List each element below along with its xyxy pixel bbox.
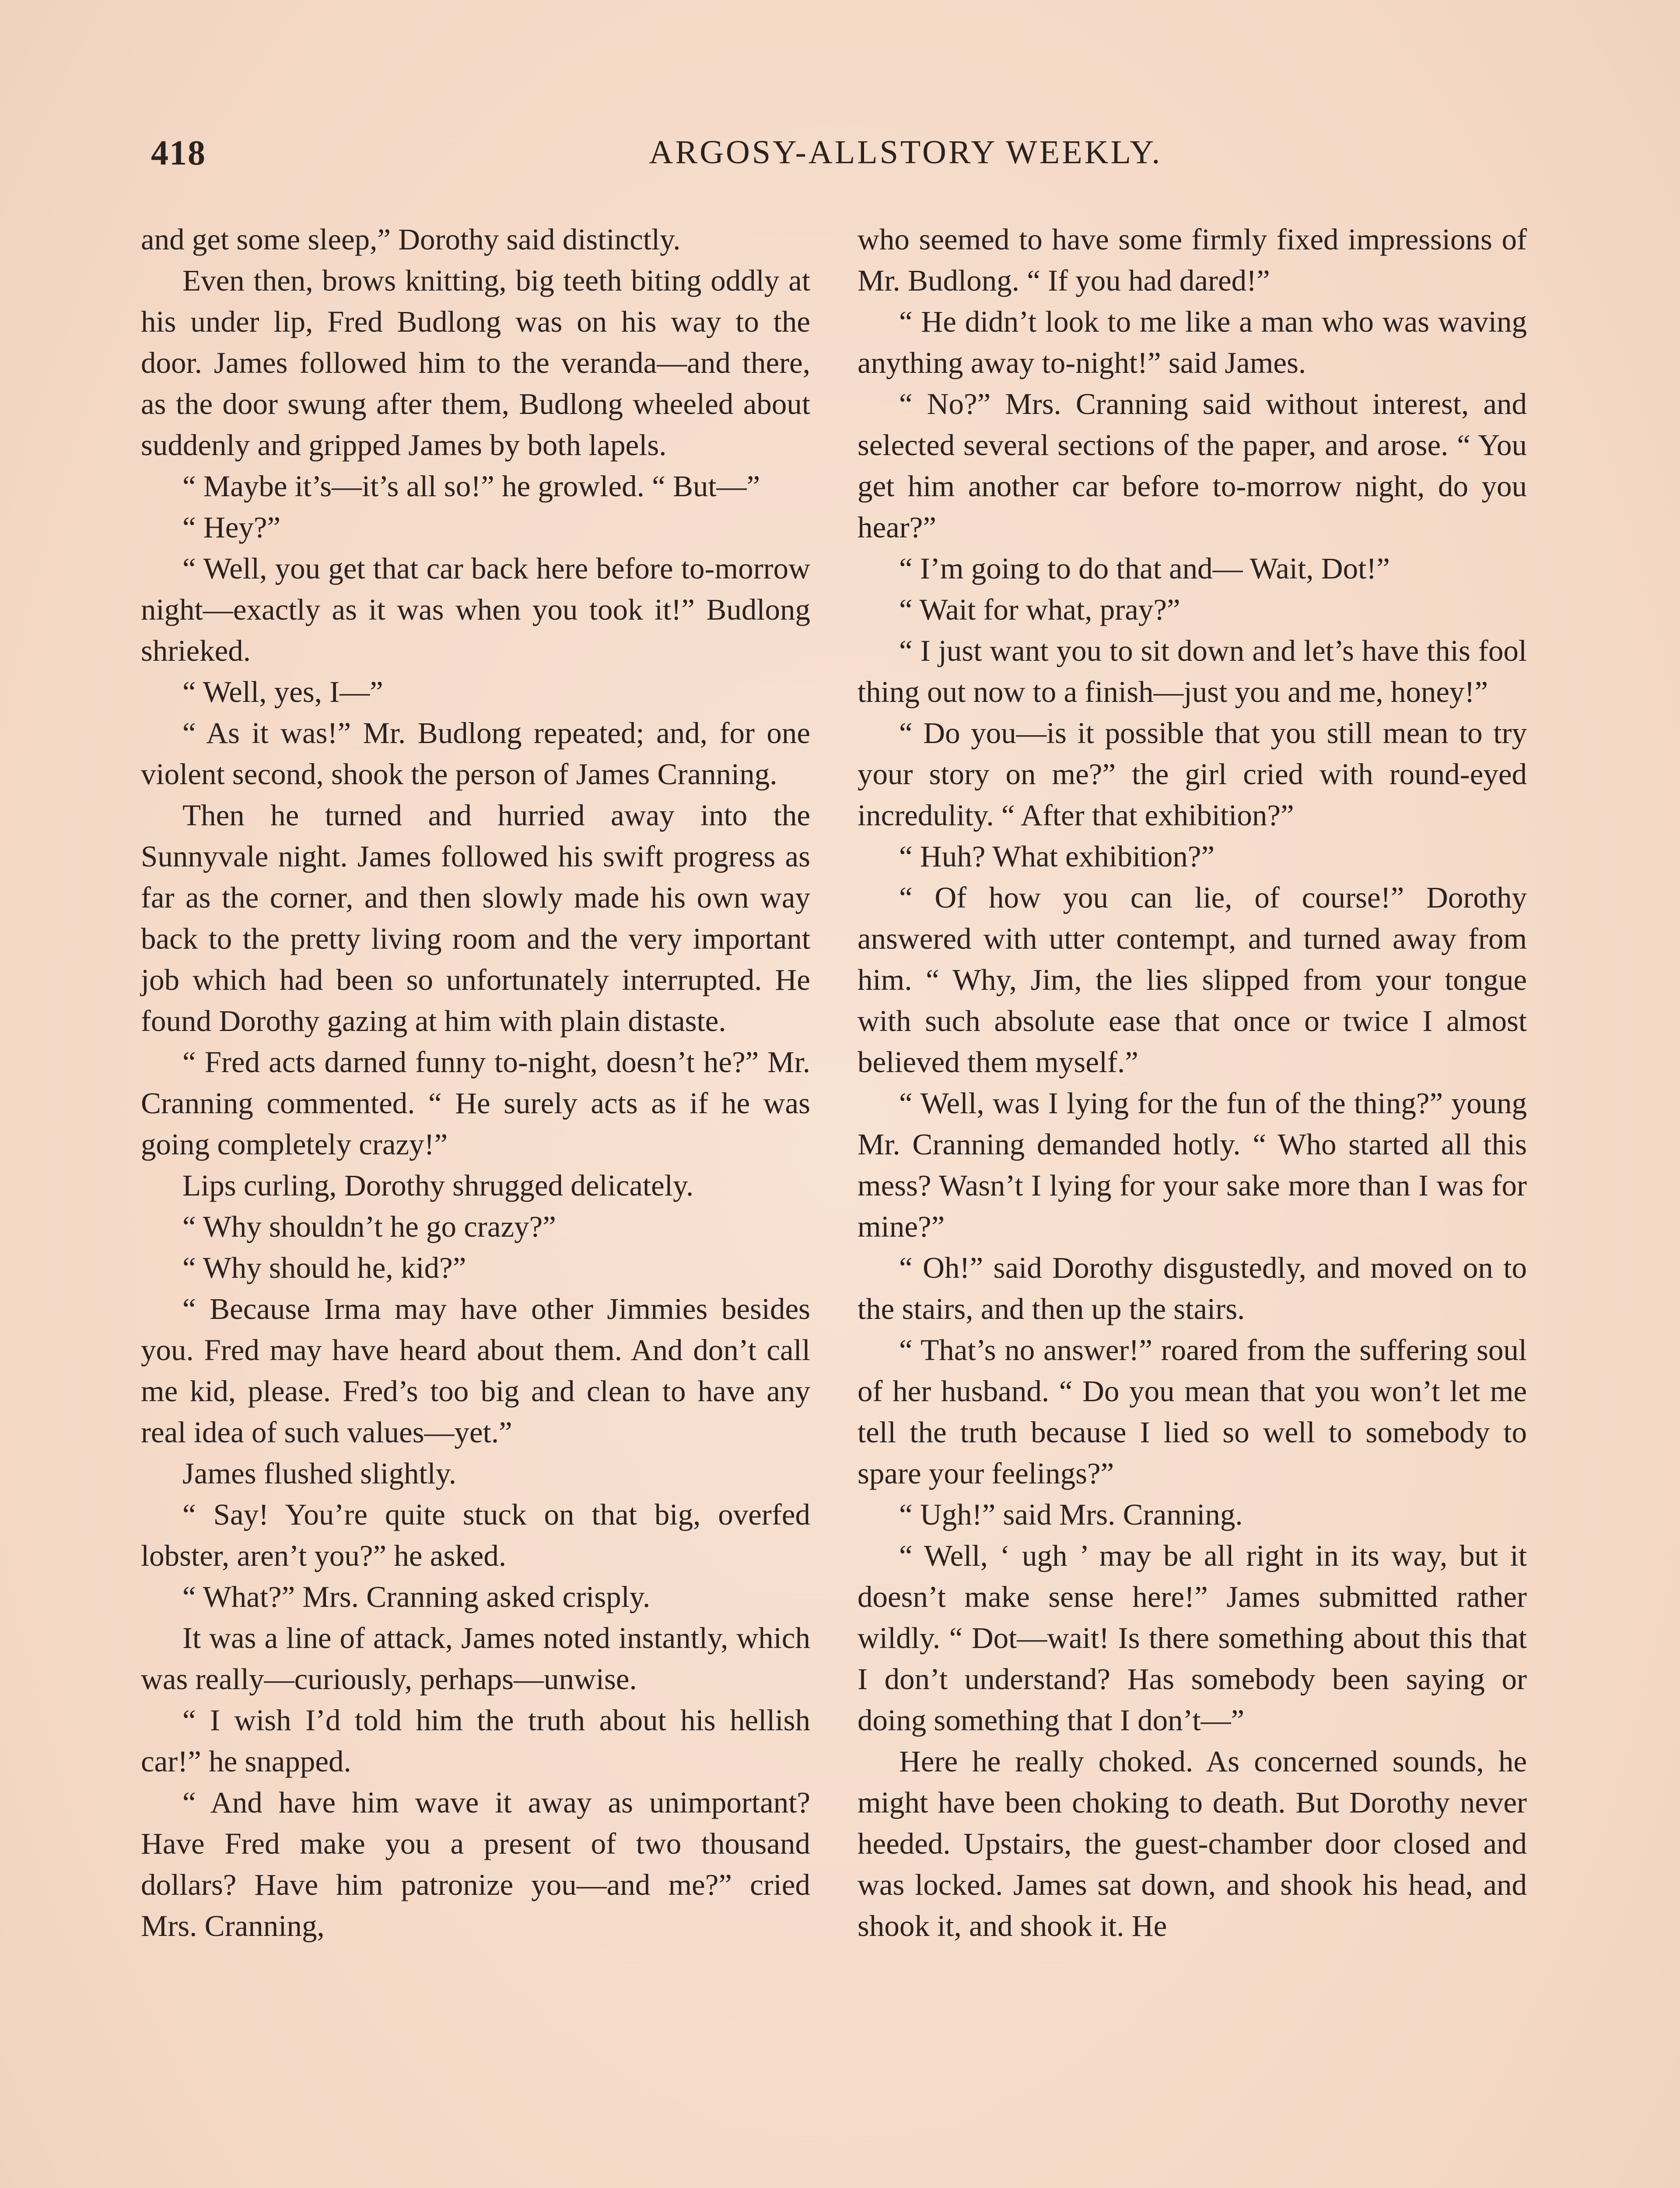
paragraph: “ Well, you get that car back here before to-morrow night—exactly as it was when you took it!” Budlong shrieked. [141, 552, 810, 667]
paragraph: “ Because Irma may have other Jimmies besides you. Fred may have heard about them. And don’t call me kid, please. Fred’s too big and clean to have any real idea of such values—yet.” [141, 1292, 810, 1449]
paragraph: “ Oh!” said Dorothy disgustedly, and moved on to the stairs, and then up the stairs. [858, 1251, 1527, 1325]
paragraph: “ Maybe it’s—it’s all so!” he growled. “ But—” [182, 470, 760, 503]
running-title: ARGOSY-ALLSTORY WEEKLY. [649, 134, 1162, 171]
page-header [151, 133, 1564, 182]
paragraph: “ I’m going to do that and— Wait, Dot!” [899, 552, 1390, 585]
paragraph: “ Well, ‘ ugh ’ may be all right in its way, but it doesn’t make sense here!” James submitted rather wildly. “ Dot—wait! Is there something about this that I don’t understand? Has somebody been saying or doing something that I don’t—” [858, 1539, 1527, 1737]
paragraph: and get some sleep,” Dorothy said distinctly. [141, 223, 681, 256]
paragraph: Then he turned and hurried away into the Sunnyvale night. James followed his swift progress as far as the corner, and then slowly made his own way back to the pretty living room and the very important job which had been so unfortunately interrupted. He found Dorothy gazing at him with plain distaste. [141, 799, 810, 1038]
paragraph: “ No?” Mrs. Cranning said without interest, and selected several sections of the paper, and arose. “ You get him another car before to-morrow night, do you hear?” [858, 387, 1527, 544]
paragraph: It was a line of attack, James noted instantly, which was really—curiously, perhaps—unwise. [141, 1621, 810, 1696]
paragraph: James flushed slightly. [182, 1457, 457, 1490]
paragraph: Lips curling, Dorothy shrugged delicately. [182, 1169, 694, 1202]
paragraph: Even then, brows knitting, big teeth biting oddly at his under lip, Fred Budlong was on his way to the door. James followed him to the veranda—and there, as the door swung after them, Budlong wheeled about suddenly and gripped James by both lapels. [141, 264, 810, 462]
paragraph: “ Why shouldn’t he go crazy?” [182, 1210, 556, 1243]
paragraph: “ I wish I’d told him the truth about his hellish car!” he snapped. [141, 1704, 810, 1778]
paragraph: “ Wait for what, pray?” [899, 593, 1180, 626]
paragraph: “ I just want you to sit down and let’s have this fool thing out now to a finish—just you and me, honey!” [858, 634, 1527, 708]
paragraph: “ That’s no answer!” roared from the suffering soul of her husband. “ Do you mean that you won’t let me tell the truth because I lied so well to somebody to spare your feelings?” [858, 1333, 1527, 1490]
paragraph: “ He didn’t look to me like a man who was waving anything away to-night!” said James. [858, 305, 1527, 379]
paragraph: “ Ugh!” said Mrs. Cranning. [899, 1498, 1243, 1531]
paragraph: “ Of how you can lie, of course!” Dorothy answered with utter contempt, and turned away from him. “ Why, Jim, the lies slipped from your tongue with such absolute ease that once or twice I almost believed them myself.” [858, 881, 1527, 1079]
paragraph: “ As it was!” Mr. Budlong repeated; and, for one violent second, shook the person of James Cranning. [141, 716, 810, 791]
paragraph: who seemed to have some firmly fixed impressions of Mr. Budlong. “ If you had dared!” [858, 223, 1527, 297]
paragraph: “ And have him wave it away as unimportant? Have Fred make you a present of two thousand dollars? Have him patronize you—and me?” cried Mrs. Cranning, [141, 1786, 810, 1943]
paragraph: “ Huh? What exhibition?” [899, 840, 1215, 873]
paragraph: “ Do you—is it possible that you still mean to try your story on me?” the girl cried with round-eyed incredulity. “ After that exhibition?” [858, 716, 1527, 832]
paragraph: “ Well, yes, I—” [182, 675, 383, 708]
paragraph: Here he really choked. As concerned sounds, he might have been choking to death. But Dorothy never heeded. Upstairs, the guest-chamber door closed and was locked. James sat down, and shook his head, and shook it, and shook it. He [858, 1745, 1527, 1943]
paragraph: “ Why should he, kid?” [182, 1251, 466, 1284]
right-column [858, 219, 1527, 1946]
paragraph: “ What?” Mrs. Cranning asked crisply. [182, 1580, 651, 1613]
paragraph: “ Well, was I lying for the fun of the thing?” young Mr. Cranning demanded hotly. “ Who started all this mess? Wasn’t I lying for your sake more than I was for mine?” [858, 1087, 1527, 1243]
paragraph: “ Fred acts darned funny to-night, doesn’t he?” Mr. Cranning commented. “ He surely acts as if he was going completely crazy!” [141, 1045, 810, 1161]
paragraph: “ Say! You’re quite stuck on that big, overfed lobster, aren’t you?” he asked. [141, 1498, 810, 1572]
paragraph: “ Hey?” [182, 511, 281, 544]
page-number: 418 [151, 134, 206, 172]
left-column [141, 219, 810, 1946]
